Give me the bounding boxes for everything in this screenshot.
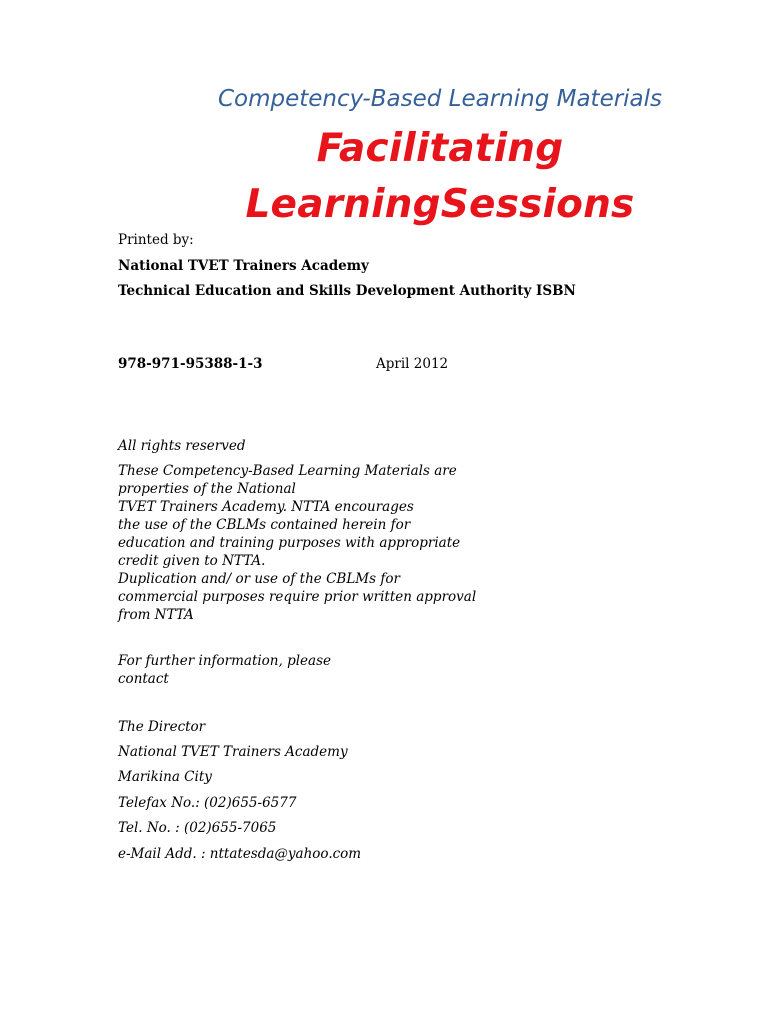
notice-line: These Competency-Based Learning Materials are bbox=[118, 463, 457, 479]
document-title-line-1: Facilitating bbox=[316, 126, 564, 171]
notice-line: from NTTA bbox=[118, 607, 194, 623]
contact-email: e-Mail Add. : nttatesda@yahoo.com bbox=[118, 846, 362, 862]
notice-line: properties of the National bbox=[118, 481, 296, 497]
notice-line: TVET Trainers Academy. NTTA encourages bbox=[118, 499, 414, 515]
notice-line: commercial purposes require prior written approval bbox=[118, 589, 477, 605]
contact-city: Marikina City bbox=[118, 769, 212, 785]
publisher-org-line-2: Technical Education and Skills Development Authority ISBN bbox=[118, 283, 576, 299]
document-title-line-2: LearningSessions bbox=[245, 182, 635, 227]
info-line: contact bbox=[118, 671, 169, 687]
notice-line: the use of the CBLMs contained herein for bbox=[118, 517, 411, 533]
contact-telefax: Telefax No.: (02)655-6577 bbox=[118, 795, 297, 811]
printed-by-label: Printed by: bbox=[118, 232, 194, 248]
contact-role: The Director bbox=[118, 719, 206, 735]
contact-tel: Tel. No. : (02)655-7065 bbox=[118, 820, 277, 836]
further-info bbox=[118, 652, 331, 688]
rights-heading bbox=[118, 437, 246, 455]
rights-notice bbox=[118, 462, 476, 624]
publication-date: April 2012 bbox=[376, 356, 449, 372]
isbn-number: 978-971-95388-1-3 bbox=[118, 356, 263, 372]
notice-line: education and training purposes with appropriate bbox=[118, 535, 461, 551]
contact-org: National TVET Trainers Academy bbox=[118, 744, 348, 760]
notice-line: credit given to NTTA. bbox=[118, 553, 266, 569]
notice-line: Duplication and/ or use of the CBLMs for bbox=[118, 571, 400, 587]
info-line: For further information, please bbox=[118, 653, 332, 669]
document-subtitle: Competency-Based Learning Materials bbox=[217, 86, 663, 112]
rights-heading-text: All rights reserved bbox=[118, 438, 246, 454]
publisher-org-line-1: National TVET Trainers Academy bbox=[118, 258, 369, 274]
